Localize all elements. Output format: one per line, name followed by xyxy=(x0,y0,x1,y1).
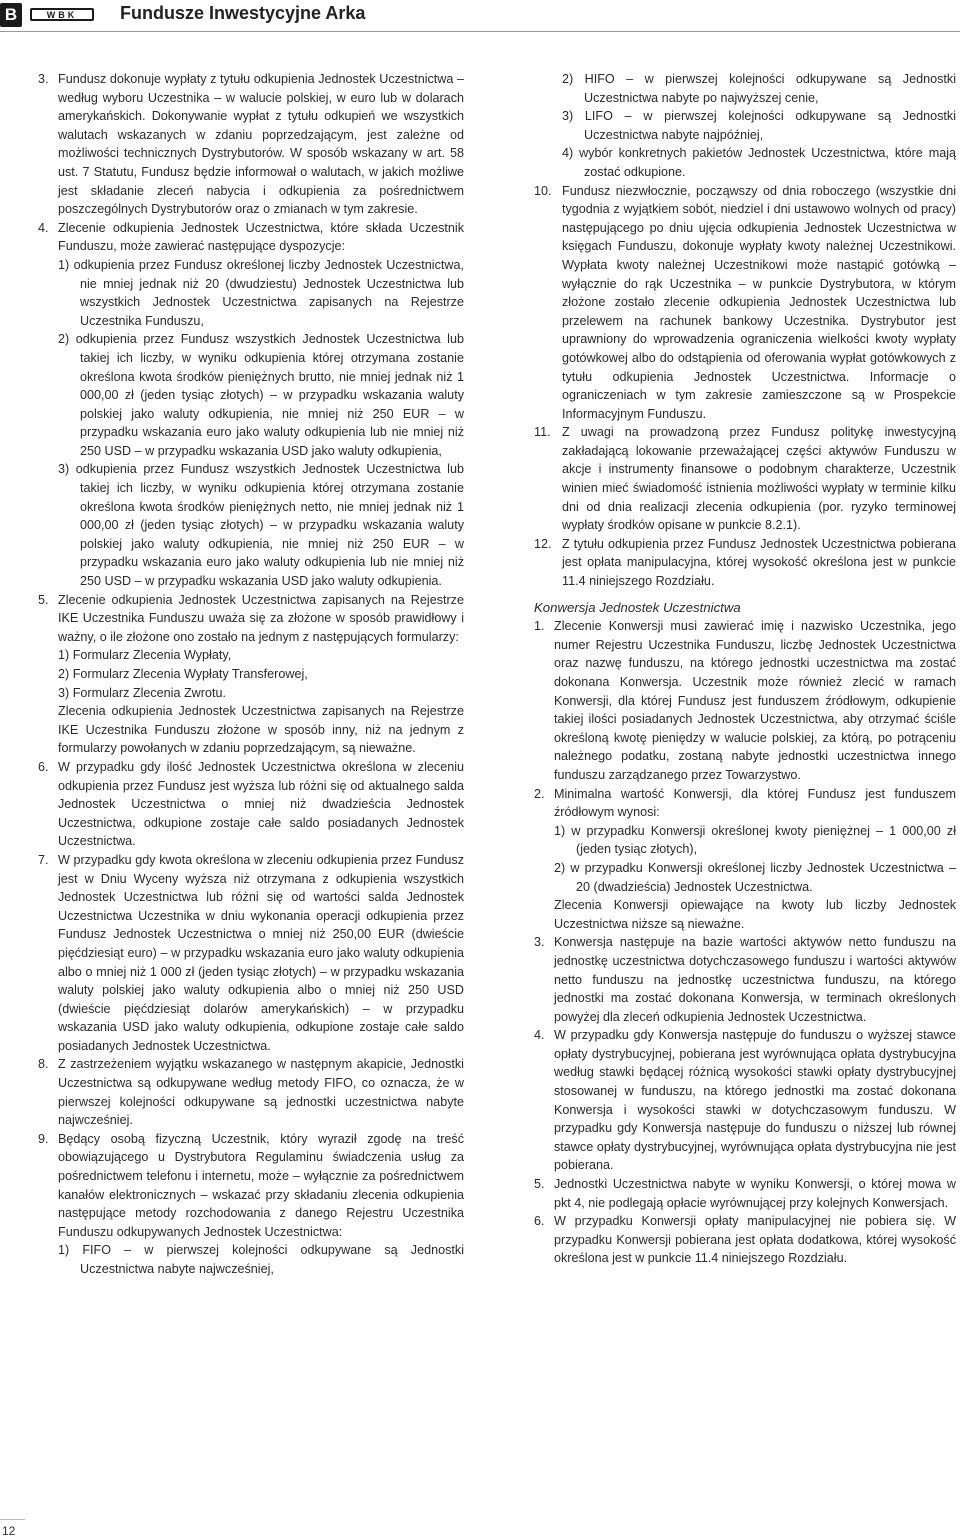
item-body xyxy=(58,1130,464,1279)
item-number: 6. xyxy=(38,759,49,774)
item-paragraph: Zlecenie odkupienia Jednostek Uczestnictwa zapisanych na Rejestrze IKE Uczestnika Funduszu uważa się za złożone w sposób prawidłowy i ważny, o ile złożone ono zostało na jednym z następujących formularzy: xyxy=(58,592,464,644)
page-title: Fundusze Inwestycyjne Arka xyxy=(120,3,366,23)
item-number: 3. xyxy=(38,72,49,86)
numbered-item xyxy=(534,182,956,424)
item-paragraph: Fundusz dokonuje wypłaty z tytułu odkupienia Jednostek Uczestnictwa – według wyboru Uczestnika – w walucie polskiej, w euro lub w dolarach amerykańskich. Dokonywanie wypłat z tytułu odkupień we wszystkich walutach wskazanych w zdaniu poprzedzającym, jest zależne od możliwości technicznych Dystrybutorów. W sposób wskazany w art. 58 ust. 7 Statutu, Fundusz będzie informował o walutach, w jakich możliwe jest składanie zleceń nabycia i odkupienia za pośrednictwem poszczególnych Dystrybutorów oraz o zmianach w tym zakresie. xyxy=(58,72,464,217)
sub-item: 2) HIFO – w pierwszej kolejności odkupywane są Jednostki Uczestnictwa nabyte po najwyższej cenie, xyxy=(562,72,956,105)
item-paragraph: W przypadku gdy kwota określona w zleceniu odkupienia przez Fundusz jest w Dniu Wyceny wyższa niż otrzymana z odkupienia wszystkich Jednostek Uczestnictwa lub różni się od wartości salda Jednostek Uczestnictwa Uczestnika w dniu wykonania operacji odkupienia przez Fundusz Jednostek Uczestnictwa o mniej niż 250,00 EUR (dwieście pięćdziesiąt euro) – w przypadku wskazania euro jako waluty odkupienia albo o mniej niż 1 000 zł (jeden tysiąc złotych) – w przypadku wskazania waluty polskiej jako waluty odkupienia albo o mniej niż 250 USD (dwieście pięćdziesiąt dolarów amerykańskich) – w przypadku wskazania USD jako waluty odkupienia, odkupione zostaje całe saldo posiadanych Jednostek Uczestnictwa. xyxy=(58,852,464,1053)
item-paragraph: Fundusz niezwłocznie, począwszy od dnia roboczego (wszystkie dni tygodnia z wyjątkiem sobót, niedziel i dni ustawowo wolnych od pracy) następującego po dniu ujęcia odkupienia Jednostek Uczestnictwa w księgach Funduszu, dokonuje wypłaty kwoty należnej Uczestnikowi. Wypłata kwoty należnej Uczestnikowi może nastąpić gotówką – wyłącznie do rąk Uczestnika – w punkcie Dystrybutora, w którym złożone zostało zlecenie odkupienia Jednostek Uczestnictwa lub przelewem na rachunek bankowy Uczestnika. Dystrybutor jest uprawniony do wprowadzenia ograniczenia wielkości kwoty wypłaty gotówkowej albo do odstąpienia od oferowania wypłat gotówkowych z tytułu odkupienia Jednostek Uczestnictwa. Informacje o ograniczeniach w tym zakresie zamieszczone są w Prospekcie Informacyjnym Funduszu. xyxy=(562,183,956,421)
item-body xyxy=(554,1212,956,1268)
right-column xyxy=(534,70,956,1268)
numbered-item xyxy=(534,785,956,934)
numbered-item xyxy=(534,535,956,591)
item-paragraph: Zlecenie odkupienia Jednostek Uczestnictwa, które składa Uczestnik Funduszu, może zawierać następujące dyspozycje: xyxy=(58,220,464,254)
item-body xyxy=(58,851,464,1056)
numbered-item xyxy=(38,219,464,591)
numbered-item xyxy=(38,758,464,851)
numbered-item xyxy=(534,70,956,182)
item-number: 11. xyxy=(534,425,551,440)
item-body xyxy=(58,758,464,851)
sub-item: 1) FIFO – w pierwszej kolejności odkupywane są Jednostki Uczestnictwa nabyte najwcześniej, xyxy=(58,1243,464,1276)
item-paragraph: Zlecenia Konwersji opiewające na kwoty lub liczby Jednostek Uczestnictwa niższe są nieważne. xyxy=(554,898,956,931)
item-paragraph: Zlecenie Konwersji musi zawierać imię i nazwisko Uczestnika, jego numer Rejestru Uczestnika Funduszu, liczbę Jednostek Uczestnictwa oraz nazwę funduszu, na którego jednostki uczestnictwa ma zostać dokonana Konwersja. Uczestnik może również zlecić w ramach Konwersji, dla której Fundusz jest funduszem źródłowym, odkupienie takiej ilości posiadanych Jednostek Uczestnictwa, aby otrzymać ściśle określoną kwotę pieniędzy w walucie polskiej, za którą, po potrąceniu należnego podatku, zostaną nabyte jednostki uczestnictwa innego funduszu zarządzanego przez Towarzystwo. xyxy=(554,619,956,782)
sub-item: 3) LIFO – w pierwszej kolejności odkupywane są Jednostki Uczestnictwa nabyte najpóźniej, xyxy=(562,109,956,142)
numbered-item xyxy=(38,591,464,758)
numbered-item xyxy=(38,70,464,219)
item-body xyxy=(58,70,464,219)
item-body xyxy=(554,933,956,1026)
left-column xyxy=(38,70,464,1279)
item-paragraph: Konwersja następuje na bazie wartości aktywów netto funduszu na jednostkę uczestnictwa dotychczasowego funduszu i wartości aktywów netto funduszu na jednostkę uczestnictwa funduszu, na którego jednostki ma zostać dokonana Konwersja, w terminach określonych powyżej dla zleceń odkupienia Jednostek Uczestnictwa. xyxy=(554,935,956,1024)
item-number: 1. xyxy=(534,619,545,634)
item-number: 10. xyxy=(534,183,552,198)
item-paragraph: W przypadku gdy ilość Jednostek Uczestnictwa określona w zleceniu odkupienia przez Fundusz jest wyższa lub różni się od aktualnego salda Jednostek Uczestnictwa o mniej niż dwadzieścia Jednostek Uczestnictwa, odkupione zostaje całe saldo posiadanych Jednostek Uczestnictwa. xyxy=(58,759,464,849)
item-paragraph: Zlecenia odkupienia Jednostek Uczestnictwa zapisanych na Rejestrze IKE Uczestnika Funduszu złożone w sposób inny, niż na jednym z formularzy powołanych w zdaniu poprzedzającym, są nieważne. xyxy=(58,704,464,756)
item-paragraph: Będący osobą fizyczną Uczestnik, który wyraził zgodę na treść obowiązującego u Dystrybutora Regulaminu świadczenia usług za pośrednictwem telefonu i internetu, może – wyłącznie za pośrednictwem kanałów elektronicznych – wskazać przy składaniu zlecenia odkupienia następujące metody rozchodowania z danego Rejestru Uczestnika Funduszu odkupywanych Jednostek Uczestnictwa: xyxy=(58,1131,464,1239)
section-heading: Konwersja Jednostek Uczestnictwa xyxy=(534,599,741,615)
item-paragraph: Z uwagi na prowadzoną przez Fundusz politykę inwestycyjną zakładającą lokowanie przeważającej części aktywów Funduszu w akcje i instrumenty finansowe o podobnym charakterze, Uczestnik winien mieć świadomość istnienia możliwości wypłaty w terminie kilku dni od dnia realizacji zlecenia odkupienia (por. ryzyko terminowej wypłaty środków opisane w punkcie 8.2.1). xyxy=(562,425,956,533)
item-body xyxy=(562,535,956,591)
sub-item: 2) Formularz Zlecenia Wypłaty Transferowej, xyxy=(58,667,308,681)
item-body xyxy=(58,1055,464,1129)
numbered-item xyxy=(38,1055,464,1129)
numbered-item xyxy=(534,423,956,535)
numbered-item xyxy=(534,1175,956,1212)
sub-item: 2) w przypadku Konwersji określonej liczby Jednostek Uczestnictwa – 20 (dwadzieścia) Jednostek Uczestnictwa. xyxy=(554,860,956,894)
sub-item: 1) odkupienia przez Fundusz określonej liczby Jednostek Uczestnictwa, nie mniej jednak niż 20 (dwudziestu) Jednostek Uczestnictwa lub wszystkich Jednostek Uczestnictwa zapisanych na Rejestrze Uczestnika Funduszu, xyxy=(58,257,464,328)
item-body xyxy=(554,1026,956,1175)
item-body xyxy=(562,182,956,424)
numbered-item xyxy=(38,1130,464,1279)
item-number: 12. xyxy=(534,536,552,551)
sub-item: 1) Formularz Zlecenia Wypłaty, xyxy=(58,648,232,663)
item-body xyxy=(554,785,956,934)
item-paragraph: Z zastrzeżeniem wyjątku wskazanego w następnym akapicie, Jednostki Uczestnictwa są odkupywane według metody FIFO, co oznacza, że w pierwszej kolejności odkupywane są jednostki uczestnictwa nabyte najwcześniej. xyxy=(58,1057,464,1128)
sub-item: 3) Formularz Zlecenia Zwrotu. xyxy=(58,685,226,700)
item-paragraph: Jednostki Uczestnictwa nabyte w wyniku Konwersji, o której mowa w pkt 4, nie podlegają opłacie wyrównującej przy kolejnych Konwersjach. xyxy=(554,1177,956,1210)
sub-item: 3) odkupienia przez Fundusz wszystkich Jednostek Uczestnictwa lub takiej ich liczby, w wyniku odkupienia której otrzymana zostanie określona kwota środków pieniężnych netto, nie mniej jednak niż 1 000,00 zł (jeden tysiąc złotych) – w przypadku wskazania waluty polskiej jako waluty odkupienia, nie mniej niż 250 EUR – w przypadku wskazania euro jako waluty odkupienia lub nie mniej niż 250 USD – w przypadku wskazania USD jako waluty odkupienia. xyxy=(58,462,464,589)
item-paragraph: Z tytułu odkupienia przez Fundusz Jednostek Uczestnictwa pobierana jest opłata manipulacyjna, której wysokość określona jest w punkcie 11.4 niniejszego Rozdziału. xyxy=(562,536,956,589)
numbered-item xyxy=(534,933,956,1026)
numbered-item xyxy=(534,1212,956,1268)
item-body xyxy=(58,591,464,758)
numbered-item xyxy=(534,617,956,784)
numbered-item xyxy=(38,851,464,1056)
bank-logo-icon xyxy=(0,3,22,27)
item-number: 9. xyxy=(38,1131,49,1146)
item-body xyxy=(562,70,956,182)
item-body xyxy=(554,617,956,784)
bank-wordmark xyxy=(30,8,94,21)
item-number: 4. xyxy=(534,1028,545,1043)
item-body xyxy=(58,219,464,591)
item-number xyxy=(534,70,562,182)
page-header xyxy=(0,0,960,30)
item-paragraph: W przypadku Konwersji opłaty manipulacyjnej nie pobiera się. W przypadku Konwersji pobierana jest opłata dodatkowa, której wysokość określona jest w punkcie 11.4 niniejszego Rozdziału. xyxy=(554,1214,956,1266)
logo-word: WBK xyxy=(46,9,78,20)
item-number: 7. xyxy=(38,852,49,867)
header-divider xyxy=(0,31,960,32)
item-body xyxy=(554,1175,956,1212)
item-number: 8. xyxy=(38,1057,49,1072)
item-number: 3. xyxy=(534,935,545,950)
item-paragraph: Minimalna wartość Konwersji, dla której Fundusz jest funduszem źródłowym wynosi: xyxy=(554,786,956,820)
footer-divider xyxy=(0,1519,25,1520)
item-body xyxy=(562,423,956,535)
page-number: 12 xyxy=(2,1524,16,1538)
sub-item: 4) wybór konkretnych pakietów Jednostek Uczestnictwa, które mają zostać odkupione. xyxy=(562,146,956,179)
logo-letter: B xyxy=(4,5,18,24)
item-number: 5. xyxy=(534,1177,545,1192)
item-number: 6. xyxy=(534,1214,545,1229)
sub-item: 2) odkupienia przez Fundusz wszystkich Jednostek Uczestnictwa lub takiej ich liczby, w wyniku odkupienia której otrzymana zostanie określona kwota środków pieniężnych brutto, nie mniej jednak niż 1 000,00 zł (jeden tysiąc złotych) – w przypadku wskazania waluty polskiej jako waluty odkupienia, nie mniej niż 250 EUR – w przypadku wskazania euro jako waluty odkupienia lub nie mniej niż 250 USD – w przypadku wskazania USD jako waluty odkupienia, xyxy=(58,332,464,458)
numbered-item xyxy=(534,1026,956,1175)
sub-item: 1) w przypadku Konwersji określonej kwoty pieniężnej – 1 000,00 zł (jeden tysiąc złotych), xyxy=(554,823,956,857)
item-number: 5. xyxy=(38,592,49,607)
item-number: 4. xyxy=(38,220,49,235)
item-number: 2. xyxy=(534,786,545,801)
item-paragraph: W przypadku gdy Konwersja następuje do funduszu o wyższej stawce opłaty dystrybucyjnej, pobierana jest wyrównująca opłata dystrybucyjna według stawki będącej różnicą wysokości stawki opłaty dystrybucyjnej stosowanej w funduszu, na którego jednostki ma zostać dokonana Konwersja i wysokości stawki w dotychczasowym funduszu. W przypadku gdy Konwersja następuje do funduszu o niższej lub równej stawce opłaty dystrybucyjnej, wyrównująca opłata dystrybucyjna nie jest pobierana. xyxy=(554,1028,956,1173)
